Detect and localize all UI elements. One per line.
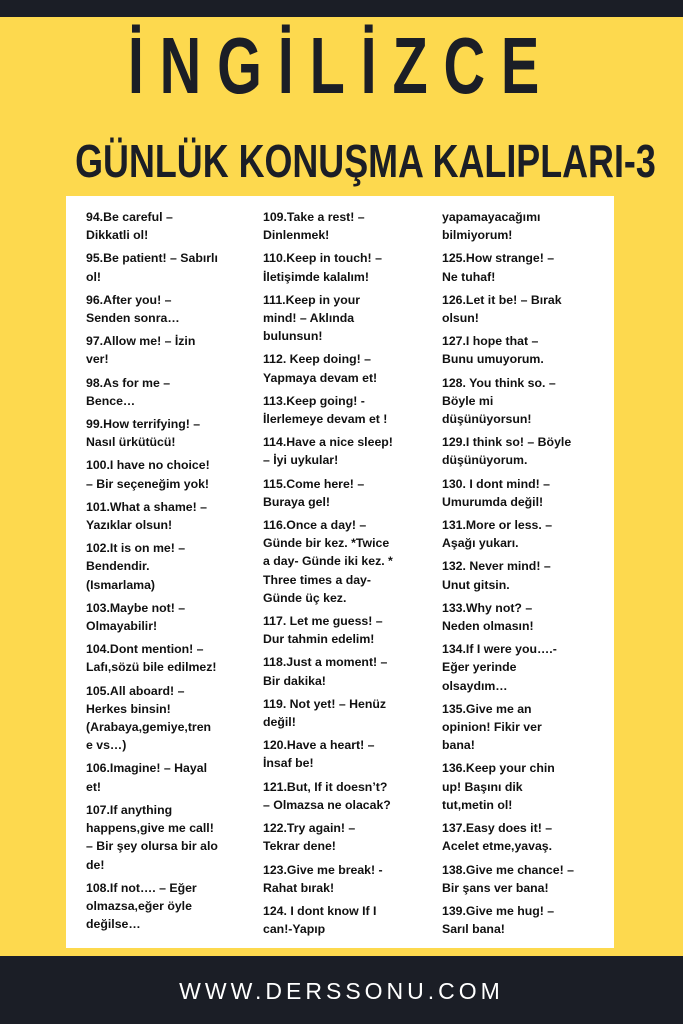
phrase-entry: 139.Give me hug! – Sarıl bana!	[442, 903, 555, 937]
phrase-entry: 122.Try again! – Tekrar dene!	[263, 821, 356, 854]
phrase-entry: 130. I dont mind! – Umurumda değil!	[442, 476, 550, 509]
phrase-entry: 123.Give me break! - Rahat bırak!	[263, 862, 383, 895]
phrase-entry: 117. Let me guess! – Dur tahmin edelim!	[263, 614, 383, 647]
phrase-entry: 121.But, If it doesn’t? – Olmazsa ne olacak?	[263, 779, 391, 812]
phrase-entry: 138.Give me chance! – Bir şans ver bana!	[442, 862, 574, 895]
phrase-entry: 131.More or less. – Aşağı yukarı.	[442, 518, 553, 551]
phrase-entry: 112. Keep doing! – Yapmaya devam et!	[263, 352, 378, 385]
phrase-column-3	[442, 208, 610, 943]
phrase-entry: 124. I dont know If I can!-Yapıp	[263, 903, 377, 937]
page-title: İNGİLİZCE	[127, 21, 556, 110]
phrase-entry: 107.If anything happens,give me call! – Bir şey olursa bir alo de!	[86, 802, 218, 872]
phrase-panel	[66, 196, 614, 948]
phrase-entry: 115.Come here! – Buraya gel!	[263, 476, 365, 509]
phrase-entry: 100.I have no choice! – Bir seçeneğim yok!	[86, 458, 210, 491]
phrase-entry: yapamayacağımı bilmiyorum!	[442, 210, 541, 243]
phrase-entry: 96.After you! – Senden sonra…	[86, 292, 180, 326]
phrase-entry: 119. Not yet! – Henüz değil!	[263, 696, 387, 730]
phrase-entry: 99.How terrifying! – Nasıl ürkütücü!	[86, 417, 201, 450]
phrase-column-2	[263, 208, 431, 943]
phrase-entry: 129.I think so! – Böyle düşünüyorum.	[442, 435, 572, 468]
phrase-entry: 104.Dont mention! – Lafı,sözü bile edilmez!	[86, 642, 217, 675]
phrase-entry: 108.If not…. – Eğer olmazsa,eğer öyle değilse…	[86, 880, 197, 932]
phrase-entry: 133.Why not? – Neden olmasın!	[442, 600, 534, 634]
page-subtitle: GÜNLÜK KONUŞMA KALIPLARI-3	[75, 135, 656, 187]
phrase-entry: 109.Take a rest! – Dinlenmek!	[263, 210, 365, 243]
phrase-entry: 128. You think so. – Böyle mi düşünüyorsun!	[442, 375, 556, 427]
phrase-entry: 136.Keep your chin up! Başını dik tut,metin ol!	[442, 761, 555, 812]
phrase-entry: 118.Just a moment! – Bir dakika!	[263, 655, 388, 688]
phrase-entry: 106.Imagine! – Hayal et!	[86, 761, 207, 794]
phrase-entry: 103.Maybe not! – Olmayabilir!	[86, 600, 186, 634]
top-bar	[0, 0, 683, 17]
phrase-entry: 111.Keep in your mind! – Aklında bulunsun!	[263, 292, 361, 344]
phrase-entry: 105.All aboard! – Herkes binsin! (Arabaya,gemiye,tren e vs…)	[86, 683, 212, 753]
phrase-entry: 126.Let it be! – Bırak olsun!	[442, 292, 562, 326]
phrase-entry: 95.Be patient! – Sabırlı ol!	[86, 251, 218, 284]
phrase-entry: 114.Have a nice sleep! – İyi uykular!	[263, 435, 393, 468]
phrase-entry: 94.Be careful – Dikkatli ol!	[86, 210, 173, 243]
phrase-entry: 132. Never mind! – Unut gitsin.	[442, 559, 551, 592]
phrase-entry: 116.Once a day! – Günde bir kez. *Twice a day- Günde iki kez. * Three times a day- Günde üç kez.	[263, 518, 393, 605]
phrase-entry: 110.Keep in touch! – İletişimde kalalım!	[263, 251, 382, 284]
phrase-entry: 113.Keep going! - İlerlemeye devam et !	[263, 393, 388, 427]
phrase-entry: 137.Easy does it! – Acelet etme,yavaş.	[442, 821, 553, 854]
phrase-entry: 102.It is on me! – Bendendir. (Ismarlama)	[86, 541, 186, 592]
website-url: WWW.DERSSONU.COM	[179, 978, 504, 1004]
phrase-entry: 101.What a shame! – Yazıklar olsun!	[86, 499, 207, 533]
phrase-entry: 125.How strange! – Ne tuhaf!	[442, 251, 555, 284]
phrase-entry: 127.I hope that – Bunu umuyorum.	[442, 334, 544, 367]
phrase-column-1	[86, 208, 254, 938]
phrase-entry: 120.Have a heart! – İnsaf be!	[263, 738, 375, 771]
phrase-entry: 98.As for me – Bence…	[86, 375, 171, 408]
phrase-entry: 135.Give me an opinion! Fikir ver bana!	[442, 701, 542, 753]
phrase-entry: 134.If I were you….- Eğer yerinde olsaydım…	[442, 642, 557, 693]
phrase-entry: 97.Allow me! – İzin ver!	[86, 334, 196, 367]
footer-bar	[0, 956, 683, 1024]
